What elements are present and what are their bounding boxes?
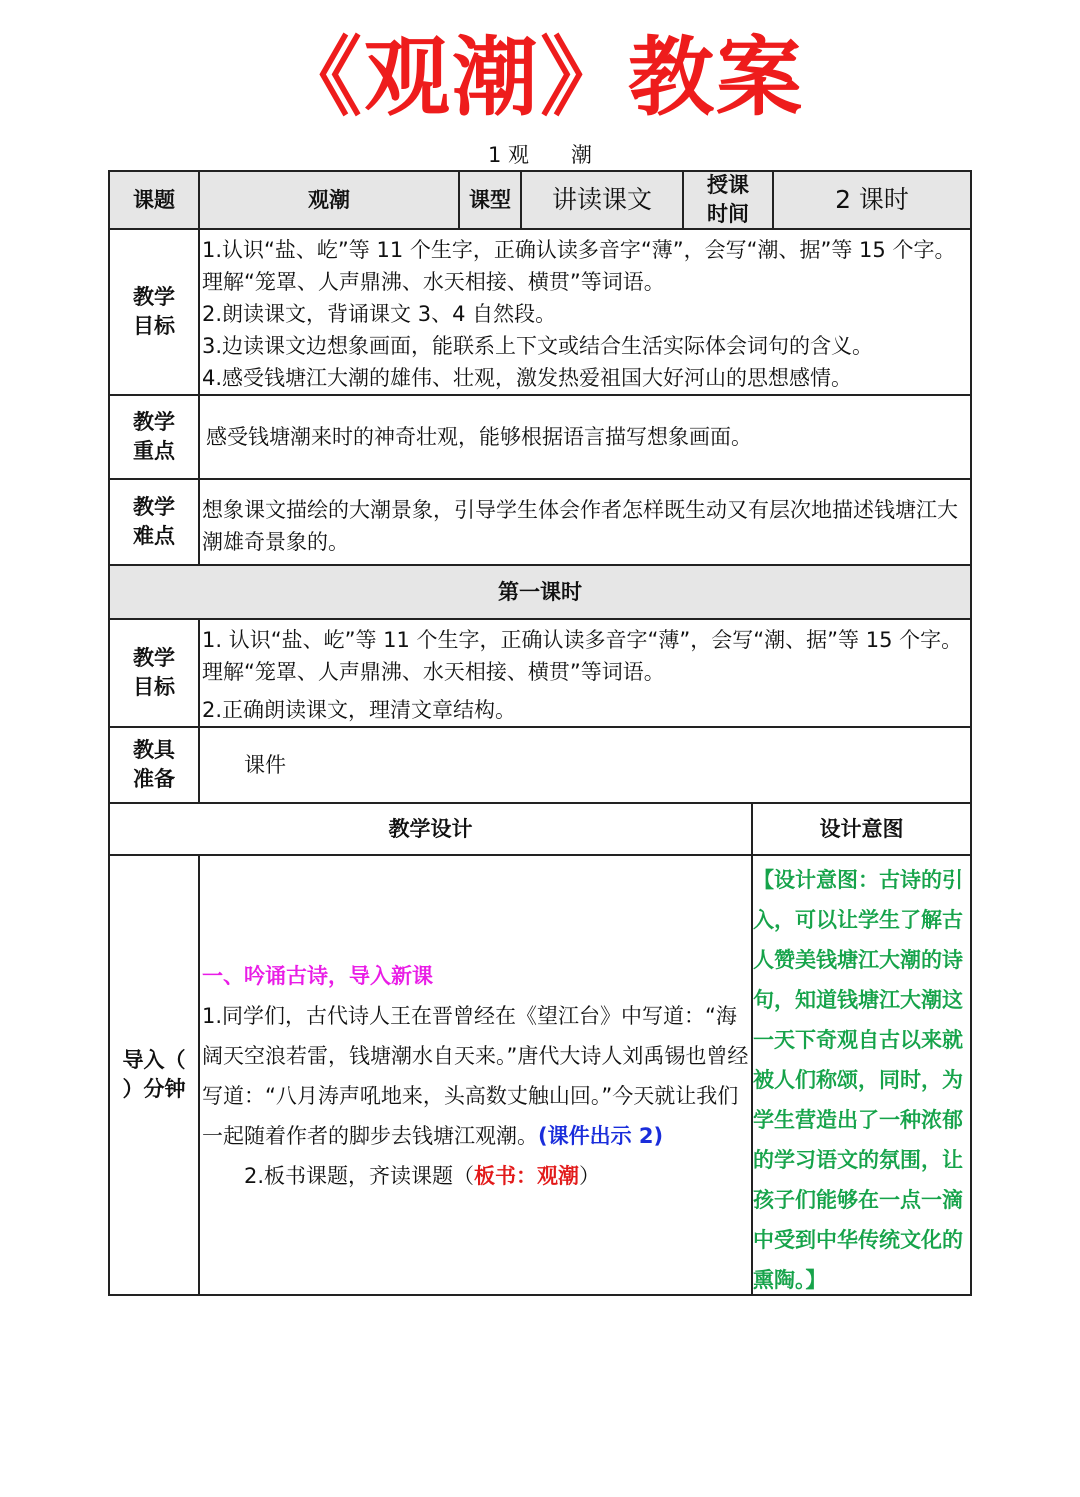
courseware-note: (课件出示 2)	[538, 1124, 664, 1148]
time-value: 2 课时	[772, 170, 972, 230]
paragraph-2-text: 2.板书课题，齐读课题（	[244, 1164, 475, 1188]
type-label: 课型	[458, 170, 522, 230]
design-intent: 【设计意图：古诗的引入，可以让学生了解古人赞美钱塘江大潮的诗句，知道钱塘江大潮这一天下奇观自古以来就被人们称颂，同时，为学生营造出了一种浓郁的学习语文的氛围，让孩子们能够在一点一滴中受到中华传统文化的熏陶。】	[751, 854, 972, 1296]
goals-label: 教学目标	[108, 228, 200, 396]
design-paragraph	[202, 1156, 749, 1196]
topic-label: 课题	[108, 170, 200, 230]
tools-text: 课件	[244, 753, 286, 777]
intent-column-header: 设计意图	[751, 802, 972, 856]
difficulties-text: 想象课文描绘的大潮景象，引导学生体会作者怎样既生动又有层次地描述钱塘江大潮雄奇景象的。	[202, 498, 958, 554]
paragraph-1-text: 1.同学们，古代诗人王在晋曾经在《望江台》中写道：“海阔天空浪若雷，钱塘潮水自天来。”唐代大诗人刘禹锡也曾经写道：“八月涛声吼地来，头高数丈触山回。”今天就让我们一起随着作者的脚步去钱塘江观潮。	[202, 1004, 749, 1148]
goal-item: 2.朗读课文，背诵课文 3、4 自然段。	[202, 302, 557, 326]
board-note: 板书：观潮	[474, 1164, 580, 1188]
first-lesson-goals-content	[198, 618, 972, 728]
section-title: 一、吟诵古诗，导入新课	[202, 964, 433, 988]
tools-label: 教具准备	[108, 726, 200, 804]
goals-content	[198, 228, 972, 396]
goal-item: 4.感受钱塘江大潮的雄伟、壮观，激发热爱祖国大好河山的思想感情。	[202, 366, 853, 390]
stage-label: 导入（ ）分钟	[108, 854, 200, 1296]
difficulties-content	[198, 478, 972, 566]
type-value: 讲读课文	[520, 170, 684, 230]
first-lesson-heading: 第一课时	[108, 564, 972, 620]
design-column-header: 教学设计	[108, 802, 753, 856]
key-points-text: 感受钱塘潮来时的神奇壮观，能够根据语言描写想象画面。	[206, 425, 752, 449]
time-label: 授课时间	[682, 170, 774, 230]
tools-content	[198, 726, 972, 804]
key-points-content	[198, 394, 972, 480]
design-paragraph	[202, 996, 749, 1156]
goal-item: 3.边读课文边想象画面，能联系上下文或结合生活实际体会词句的含义。	[202, 334, 874, 358]
topic-value: 观潮	[198, 170, 460, 230]
key-points-label: 教学重点	[108, 394, 200, 480]
design-content	[198, 854, 753, 1296]
goal-item: 1.认识“盐、屹”等 11 个生字，正确认读多音字“薄”，会写“潮、据”等 15 个字。理解“笼罩、人声鼎沸、水天相接、横贯”等词语。	[202, 238, 956, 294]
first-lesson-goal-item: 1. 认识“盐、屹”等 11 个生字，正确认读多音字“薄”，会写“潮、据”等 15 个字。理解“笼罩、人声鼎沸、水天相接、横贯”等词语。	[202, 628, 963, 684]
difficulties-label: 教学难点	[108, 478, 200, 566]
page-title: 《观潮》教案	[276, 28, 804, 128]
paragraph-2-end: ）	[579, 1164, 601, 1188]
first-lesson-goal-item: 2.正确朗读课文，理清文章结构。	[202, 698, 517, 722]
lesson-subtitle: 1 观 潮	[487, 143, 593, 167]
first-lesson-goals-label: 教学目标	[108, 618, 200, 728]
